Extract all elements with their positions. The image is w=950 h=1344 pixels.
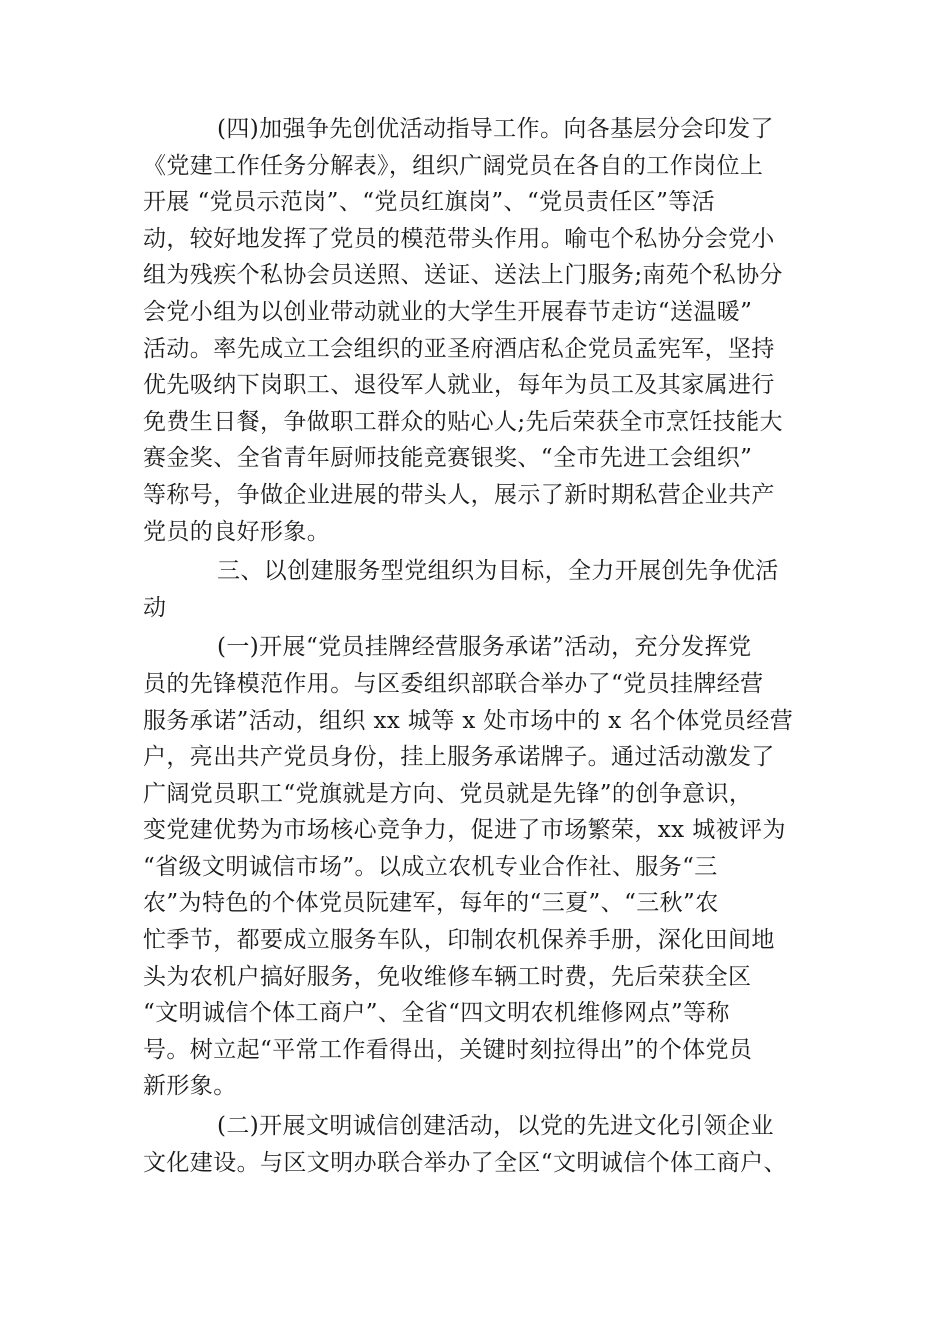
text-line: 党员的良好形象。	[143, 518, 331, 545]
text-line: 会党小组为以创业带动就业的大学生开展春节走访“送温暖”	[143, 298, 753, 325]
text-line: 优先吸纳下岗职工、退役军人就业，每年为员工及其家属进行	[143, 372, 775, 399]
heading-line: 动	[143, 594, 167, 621]
text-line: 头为农机户搞好服务，免收维修车辆工时费，先后荣获全区	[143, 963, 752, 990]
text-line: 组为残疾个私协会员送照、送证、送法上门服务;南苑个私协分	[143, 262, 783, 289]
text-line: 活动。率先成立工会组织的亚圣府酒店私企党员孟宪军，坚持	[143, 335, 775, 362]
text-line: 《党建工作任务分解表》，组织广阔党员在各自的工作岗位上	[143, 152, 764, 179]
text-line: 农”为特色的个体党员阮建军，每年的“三夏”、“三秋”农	[143, 890, 719, 917]
text-line: 免费生日餐，争做职工群众的贴心人;先后荣获全市烹饪技能大	[143, 408, 783, 435]
text-line: 文化建设。与区文明办联合举办了全区“文明诚信个体工商户、	[143, 1149, 787, 1176]
text-line: 忙季节，都要成立服务车队，印制农机保养手册，深化田间地	[143, 927, 775, 954]
text-line: (一)开展“党员挂牌经营服务承诺”活动，充分发挥党	[217, 634, 752, 661]
text-line: “省级文明诚信市场”。以成立农机专业合作社、服务“三	[143, 853, 718, 880]
text-line: (二)开展文明诚信创建活动，以党的先进文化引领企业	[217, 1113, 774, 1140]
paragraph-section-4	[143, 111, 803, 550]
text-line: 动，较好地发挥了党员的模范带头作用。喻屯个私协分会党小	[143, 225, 775, 252]
heading-line: 三、以创建服务型党组织为目标，全力开展创先争优活	[217, 558, 779, 585]
text-line: 号。树立起“平常工作看得出，关键时刻拉得出”的个体党员	[143, 1036, 753, 1063]
text-line: 广阔党员职工“党旗就是方向、党员就是先锋”的创争意识，	[143, 780, 753, 807]
text-line: 变党建优势为市场核心竞争力，促进了市场繁荣，xx 城被评为	[143, 817, 786, 844]
text-line: 赛金奖、全省青年厨师技能竞赛银奖、“全市先进工会组织”	[143, 445, 753, 472]
paragraph-section-3-1	[143, 629, 803, 1105]
document-body	[143, 111, 803, 1181]
text-line: 新形象。	[143, 1073, 237, 1100]
section-heading-3	[143, 553, 803, 626]
text-line: 等称号，争做企业进展的带头人，展示了新时期私营企业共产	[143, 481, 775, 508]
text-line: 员的先锋模范作用。与区委组织部联合举办了“党员挂牌经营	[143, 670, 764, 697]
text-line: 户，亮出共产党员身份，挂上服务承诺牌子。通过活动激发了	[143, 744, 775, 771]
text-line: 开展 “党员示范岗”、“党员红旗岗”、“党员责任区”等活	[143, 189, 716, 216]
text-line: “文明诚信个体工商户”、全省“四文明农机维修网点”等称	[143, 1000, 730, 1027]
paragraph-section-3-2	[143, 1108, 803, 1181]
text-line: 服务承诺”活动，组织 xx 城等 x 处市场中的 x 名个体党员经营	[143, 707, 794, 734]
text-line: (四)加强争先创优活动指导工作。向各基层分会印发了	[217, 116, 774, 142]
